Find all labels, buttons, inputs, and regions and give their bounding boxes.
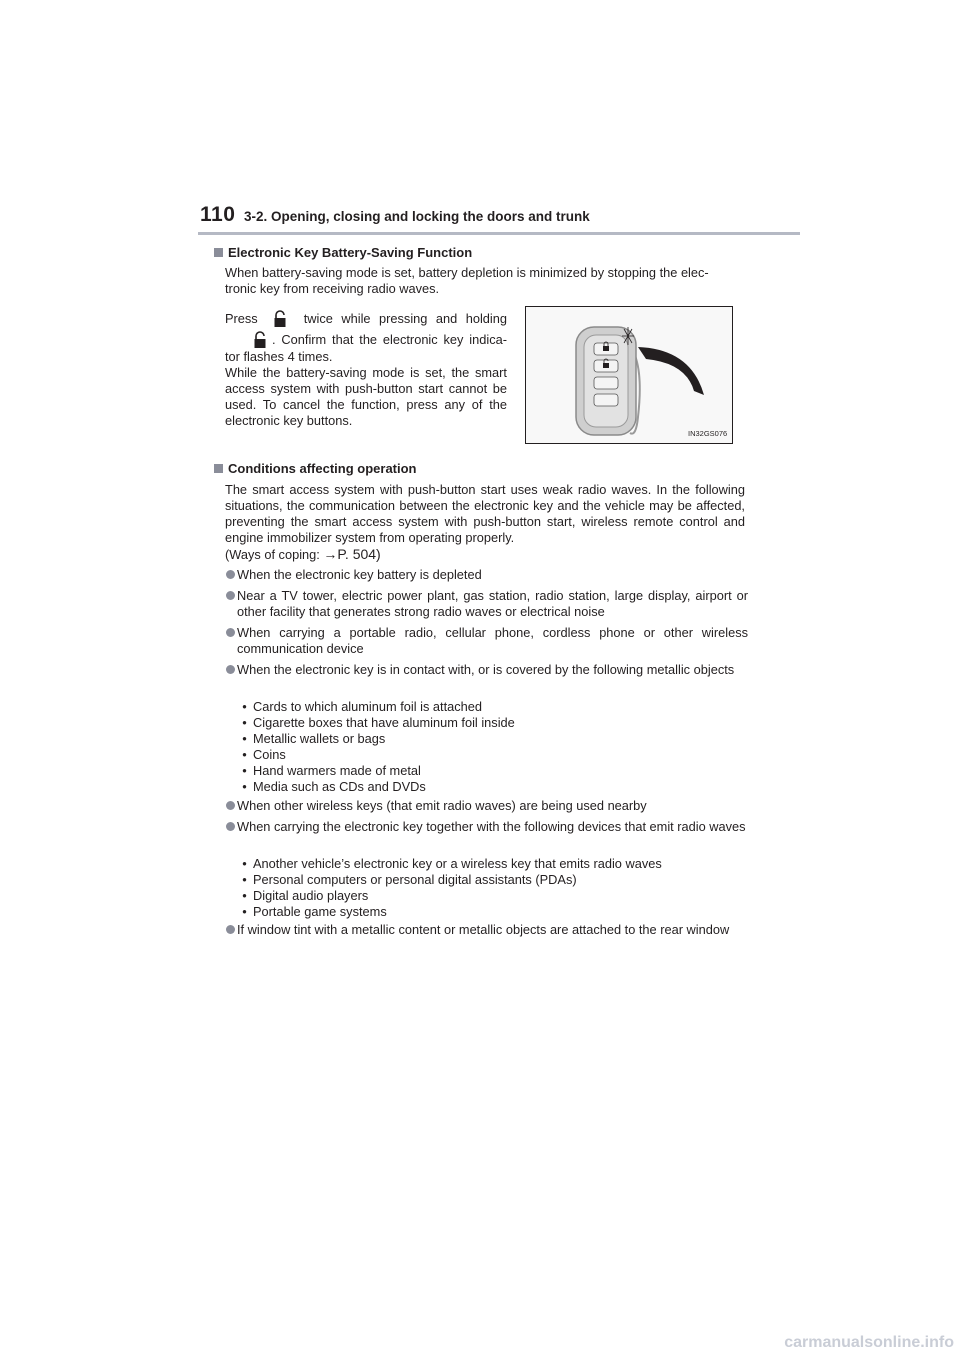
square-bullet-icon — [214, 248, 223, 257]
square-bullet-icon — [214, 464, 223, 473]
header-rule — [198, 232, 800, 235]
list-item: Near a TV tower, electric power plant, gas station, radio station, large display, airport or other facility that generates strong radio waves or electrical noise — [224, 588, 748, 620]
sub-list-item: • Coins — [242, 747, 286, 762]
circle-bullet-icon — [224, 626, 237, 639]
list-item: When other wireless keys (that emit radio waves) are being used nearby — [224, 798, 748, 814]
section-heading-conditions: Conditions affecting operation — [214, 461, 417, 476]
sub-list-item: • Digital audio players — [242, 888, 369, 903]
battery-saving-instructions: Press twice while pressing and holding . Confirm that the electronic key indica- tor flashes 4 times. While the battery-saving mode is set, the smart access system with push-button start cannot be used. To cancel the function, press any of the electronic key buttons. — [225, 311, 507, 428]
sub-list-item: • Cards to which aluminum foil is attached — [242, 699, 483, 714]
conditions-intro: The smart access system with push-button start uses weak radio waves. In the following situations, the communication between the electronic key and the vehicle may be affected, preventing the smart access system with push-button start, wireless remote control and engine immobilizer system from operating properly. (Ways of coping: →P. 504) — [225, 482, 745, 562]
list-item: When carrying the electronic key together with the following devices that emit radio waves — [224, 819, 748, 835]
electronic-key-illustration — [525, 306, 733, 444]
sub-list-item: • Media such as CDs and DVDs — [242, 779, 426, 794]
circle-bullet-icon — [224, 589, 237, 602]
battery-saving-intro: When battery-saving mode is set, battery depletion is minimized by stopping the elec- tronic key from receiving radio waves. — [225, 265, 709, 296]
electronic-key-icon — [526, 307, 732, 443]
chapter-title: 3-2. Opening, closing and locking the doors and trunk — [244, 209, 590, 224]
sub-list-item: • Personal computers or personal digital assistants (PDAs) — [242, 872, 577, 887]
lock-button-icon — [252, 331, 268, 349]
sub-list-item: • Another vehicle’s electronic key or a wireless key that emits radio waves — [242, 856, 662, 871]
circle-bullet-icon — [224, 799, 237, 812]
list-item: When the electronic key battery is depleted — [224, 567, 748, 583]
sub-list-item: • Cigarette boxes that have aluminum foil inside — [242, 715, 515, 730]
circle-bullet-icon — [224, 568, 237, 581]
lock-button-icon — [272, 310, 288, 328]
page-number: 110 — [200, 203, 236, 226]
figure-label: IN32GS076 — [688, 429, 728, 438]
footer — [0, 1322, 960, 1358]
devices-list — [236, 856, 736, 920]
watermark-link[interactable]: carmanualsonline.info — [784, 1334, 954, 1351]
list-item: When carrying a portable radio, cellular phone, cordless phone or other wireless communication device — [224, 625, 748, 657]
circle-bullet-icon — [224, 923, 237, 936]
metallic-objects-list — [236, 699, 736, 795]
section-heading-battery-saving: Electronic Key Battery-Saving Function — [214, 245, 472, 260]
circle-bullet-icon — [224, 663, 237, 676]
sub-list-item: • Portable game systems — [242, 904, 387, 919]
list-item: If window tint with a metallic content or metallic objects are attached to the rear window — [224, 922, 748, 938]
list-item: When the electronic key is in contact with, or is covered by the following metallic objects — [224, 662, 748, 678]
circle-bullet-icon — [224, 820, 237, 833]
sub-list-item: • Metallic wallets or bags — [242, 731, 386, 746]
sub-list-item: • Hand warmers made of metal — [242, 763, 421, 778]
